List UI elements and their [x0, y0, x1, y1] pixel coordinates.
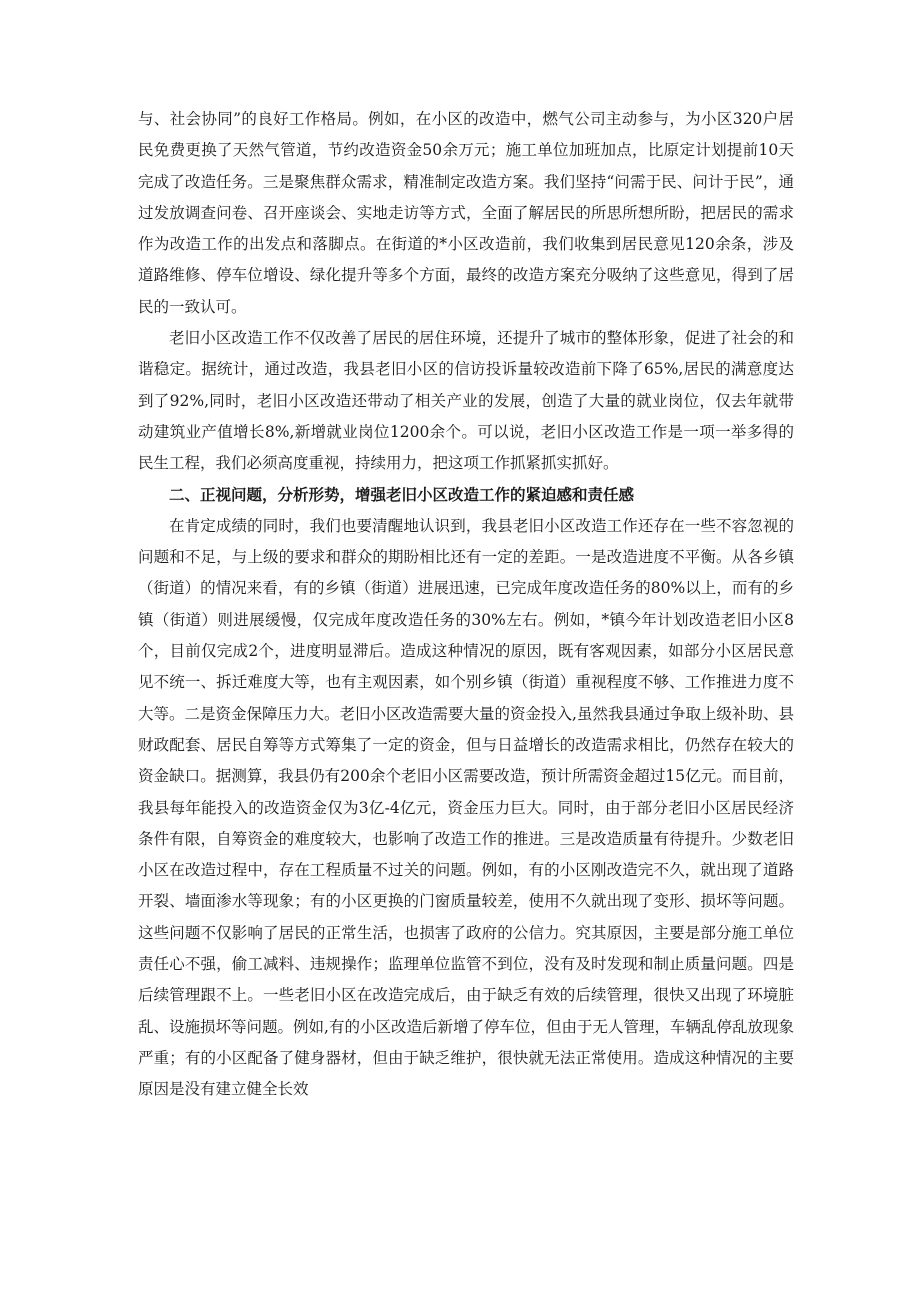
paragraph-achievements: 老旧小区改造工作不仅改善了居民的居住环境，还提升了城市的整体形象，促进了社会的和谐稳定。据统计，通过改造，我县老旧小区的信访投诉量较改造前下降了65%,居民的满意度达到了92%,同时，老旧小区改造还带动了相关产业的发展，创造了大量的就业岗位，仅去年就带动建筑业产值增长8%,新增就业岗位1200余个。可以说，老旧小区改造工作是一项一举多得的民生工程，我们必须高度重视，持续用力，把这项工作抓紧抓实抓好。: [138, 329, 794, 473]
paragraph-problems: 在肯定成绩的同时，我们也要清醒地认识到，我县老旧小区改造工作还存在一些不容忽视的问题和不足，与上级的要求和群众的期盼相比还有一定的差距。一是改造进度不平衡。从各乡镇（街道）的情况来看，有的乡镇（街道）进展迅速，已完成年度改造任务的80%以上，而有的乡镇（街道）则进展缓慢，仅完成年度改造任务的30%左右。例如，*镇今年计划改造老旧小区8个，目前仅完成2个，进度明显滞后。造成这种情况的原因，既有客观因素，如部分小区居民意见不统一、拆迁难度大等，也有主观因素，如个别乡镇（街道）重视程度不够、工作推进力度不大等。二是资金保障压力大。老旧小区改造需要大量的资金投入,虽然我县通过争取上级补助、县财政配套、居民自筹等方式筹集了一定的资金，但与日益增长的改造需求相比，仍然存在较大的资金缺口。据测算，我县仍有200余个老旧小区需要改造，预计所需资金超过15亿元。而目前，我县每年能投入的改造资金仅为3亿-4亿元，资金压力巨大。同时，由于部分老旧小区居民经济条件有限，自筹资金的难度较大，也影响了改造工作的推进。三是改造质量有待提升。少数老旧小区在改造过程中，存在工程质量不过关的问题。例如，有的小区刚改造完不久，就出现了道路开裂、墙面渗水等现象；有的小区更换的门窗质量较差，使用不久就出现了变形、损坏等问题。这些问题不仅影响了居民的正常生活，也损害了政府的公信力。究其原因，主要是部分施工单位责任心不强，偷工减料、违规操作；监理单位监管不到位，没有及时发现和制止质量问题。四是后续管理跟不上。一些老旧小区在改造完成后，由于缺乏有效的后续管理，很快又出现了环境脏乱、设施损坏等问题。例如,有的小区改造后新增了停车位，但由于无人管理，车辆乱停乱放现象严重；有的小区配备了健身器材，但由于缺乏维护，很快就无法正常使用。造成这种情况的主要原因是没有建立健全长效: [138, 516, 794, 1099]
document-page: [138, 104, 794, 1106]
paragraph-continuation: 与、社会协同”的良好工作格局。例如，在小区的改造中，燃气公司主动参与，为小区320户居民免费更换了天然气管道，节约改造资金50余万元；施工单位加班加点，比原定计划提前10天完成了改造任务。三是聚焦群众需求，精准制定改造方案。我们坚持“问需于民、问计于民”，通过发放调查问卷、召开座谈会、实地走访等方式，全面了解居民的所思所想所盼，把居民的需求作为改造工作的出发点和落脚点。在街道的*小区改造前，我们收集到居民意见120余条，涉及道路维修、停车位增设、绿化提升等多个方面，最终的改造方案充分吸纳了这些意见，得到了居民的一致认可。: [138, 110, 794, 316]
section-heading: 二、正视问题，分析形势，增强老旧小区改造工作的紧迫感和责任感: [169, 485, 635, 504]
